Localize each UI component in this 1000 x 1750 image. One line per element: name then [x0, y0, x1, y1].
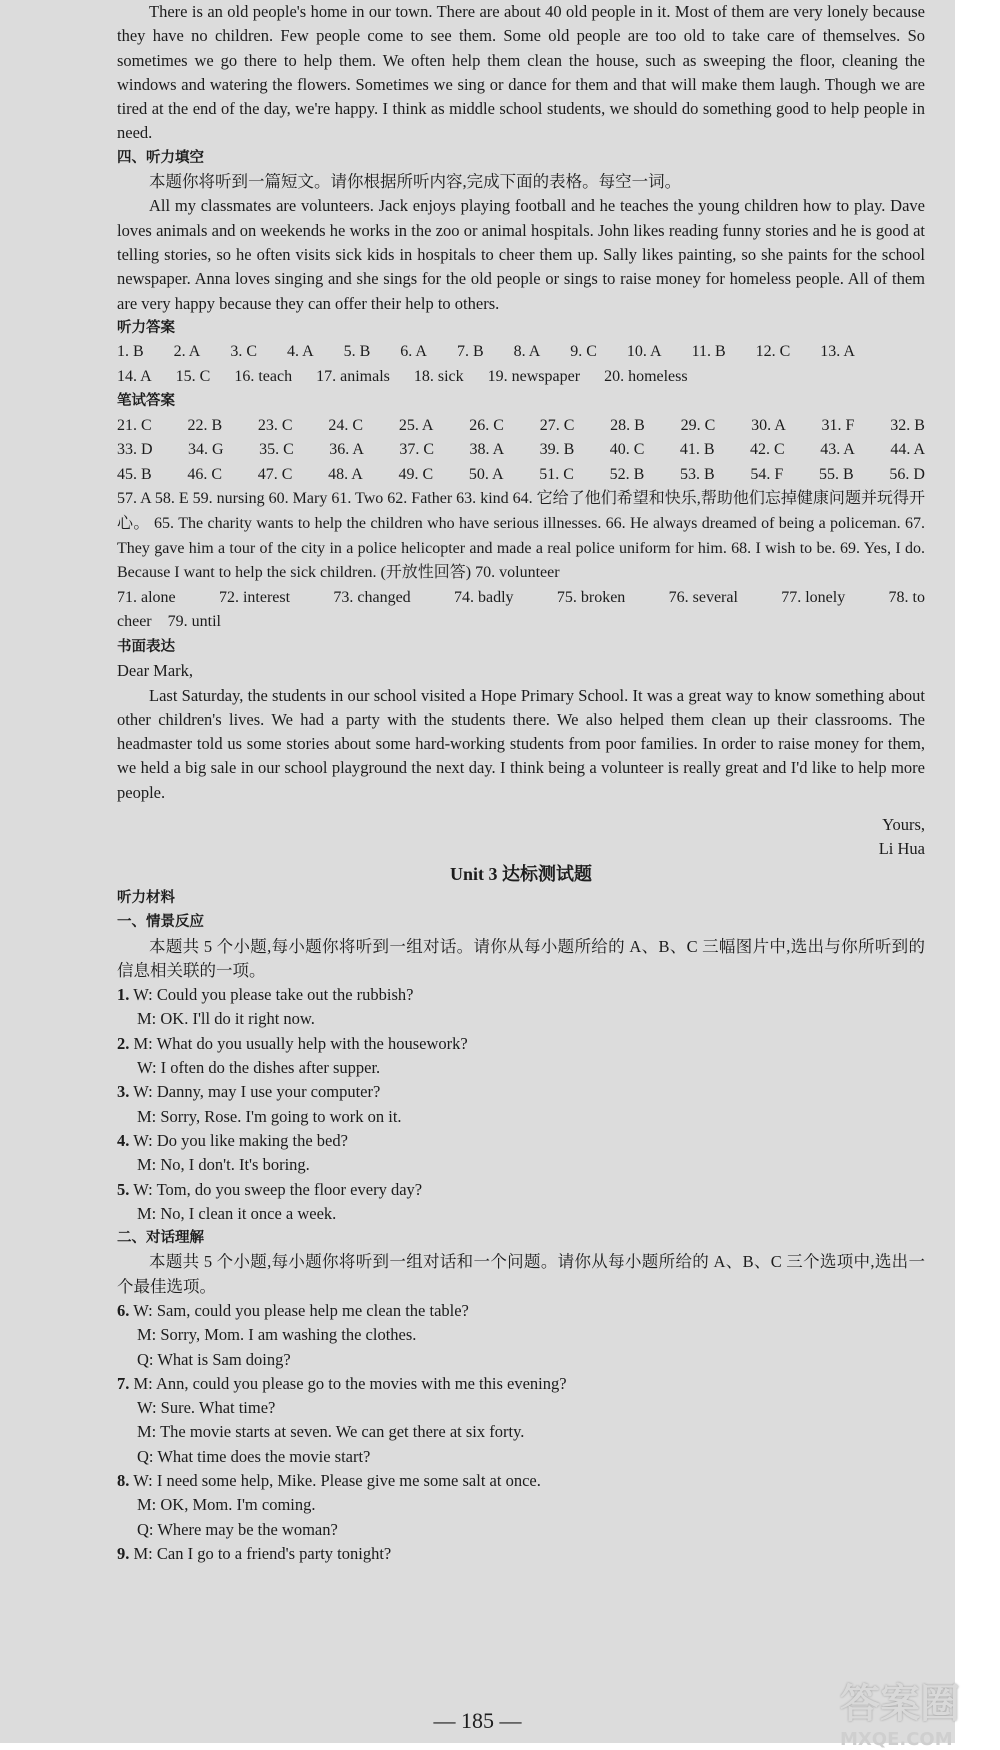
answer-item: 25. A: [398, 416, 434, 434]
answer-item: 23. C: [257, 416, 293, 434]
dialog-line: W: Sure. What time?: [137, 1398, 276, 1418]
written-answers-title: 笔试答案: [117, 393, 175, 410]
answer-item: 36. A: [329, 441, 364, 459]
answer-item: 75. broken: [556, 588, 626, 606]
answer-item: 47. C: [257, 465, 293, 483]
part1-instruction: 本题共 5 个小题,每小题你将听到一组对话。请你从每小题所给的 A、B、C 三幅图片中,选出与你所听到的信息相关联的一项。: [117, 936, 925, 980]
answer-item: 35. C: [259, 441, 294, 459]
answer-item: 49. C: [398, 465, 434, 483]
answer-item: 5. B: [343, 343, 371, 361]
page-number: — 185 —: [433, 1708, 522, 1733]
watermark-url: MXQE.COM: [840, 1729, 953, 1750]
intro-paragraph: There is an old people's home in our town. There are about 40 old people in it. Most of them are very lonely because they have no children. Few people come to see them. Some old people are too old to take care of themselves. So sometimes we go there to help them. We often help them clean the house, such as sweeping the floor, cleaning the windows and watering the flowers. Sometimes we sing or dance for them and that will make them laugh. Though we are tired at the end of the day, we're happy. I think as middle school students, we should do something good to help people in need.: [117, 2, 925, 143]
answer-item: 42. C: [750, 441, 785, 459]
dialog-line: [117, 983, 925, 1007]
answer-item: 53. B: [680, 465, 715, 483]
answer-row: [117, 586, 925, 611]
answer-item: 4. A: [286, 343, 314, 361]
writing-title: 书面表达: [117, 638, 175, 655]
dialog-text: M: Ann, could you please go to the movies with me this evening?: [133, 1373, 567, 1393]
answer-item: 78. to: [888, 588, 925, 606]
answer-item: 43. A: [820, 441, 855, 459]
dialog-line: M: The movie starts at seven. We can get there at six forty.: [137, 1422, 525, 1442]
answer-item: 76. several: [668, 588, 738, 606]
dialog-line: Q: Where may be the woman?: [137, 1519, 338, 1539]
answer-item: 31. F: [821, 416, 855, 434]
listening-answers-title: 听力答案: [117, 319, 175, 336]
dialog-text: W: Sam, could you please help me clean the table?: [133, 1301, 469, 1320]
answer-item: 14. A: [117, 367, 152, 385]
part2-instruction: 本题共 5 个小题,每小题你将听到一组对话和一个问题。请你从每小题所给的 A、B、C 三个选项中,选出一个最佳选项。: [117, 1252, 925, 1296]
answer-item: 37. C: [399, 441, 435, 459]
letter-closing: Yours,: [882, 815, 925, 835]
answer-item: 15. C: [175, 367, 211, 385]
dialog-text: W: I need some help, Mike. Please give me some salt at once.: [133, 1471, 541, 1491]
answer-item: cheer: [117, 613, 152, 631]
answer-item: 74. badly: [454, 588, 514, 606]
question-number: 4.: [117, 1130, 130, 1150]
answer-item: 12. C: [755, 343, 791, 361]
written-answers: [117, 414, 925, 635]
dialog-line: M: OK. I'll do it right now.: [137, 1009, 315, 1029]
answer-item: 44. A: [890, 441, 925, 459]
answer-item: 32. B: [890, 416, 925, 434]
answer-item: 45. B: [117, 465, 152, 483]
dialog-line: M: OK, Mom. I'm coming.: [137, 1495, 316, 1515]
letter-greeting: Dear Mark,: [117, 661, 194, 681]
question-number: 1.: [117, 985, 130, 1005]
dialog-text: W: Could you please take out the rubbish?: [133, 985, 414, 1005]
question-number: 6.: [117, 1301, 130, 1320]
answers-long-text: 57. A 58. E 59. nursing 60. Mary 61. Two 62. Father 63. kind 64. 它给了他们希望和快乐,帮助他们忘掉健康问题并玩得开心。 65. The charity wants to help the children who have serious illnesses. 66. He always dreamed of being a policeman. 67. They gave him a tour of the city in a police helicopter and made a real police uniform for him. 68. I wish to be. 69. Yes, I do. Because I want to help the sick children. (开放性回答) 70. volunteer: [117, 490, 925, 582]
dialog-line: M: Sorry, Mom. I am washing the clothes.: [137, 1325, 417, 1345]
answer-item: 40. C: [609, 441, 645, 459]
part1-dialogs: [117, 983, 925, 1226]
answer-item: 30. A: [751, 416, 786, 434]
dialog-line: [117, 1080, 925, 1104]
answer-item: 50. A: [468, 465, 504, 483]
question-number: 5.: [117, 1179, 130, 1199]
dialog-line: W: I often do the dishes after supper.: [137, 1058, 381, 1078]
answer-item: 77. lonely: [781, 588, 846, 606]
dialog-line: M: No, I clean it once a week.: [137, 1203, 337, 1223]
watermark-logo-text: 答案圈: [840, 1681, 960, 1727]
dialog-line: [117, 1469, 925, 1493]
letter-signature: Li Hua: [878, 839, 925, 859]
site-watermark: [840, 1672, 960, 1750]
part2-dialogs: [117, 1299, 925, 1566]
answer-item: 1. B: [117, 343, 144, 361]
question-number: 9.: [117, 1543, 130, 1563]
answer-item: 51. C: [539, 465, 574, 483]
answer-row: [117, 414, 925, 439]
answer-item: 27. C: [539, 416, 575, 434]
dialog-text: W: Danny, may I use your computer?: [133, 1082, 381, 1102]
answer-item: 20. homeless: [604, 367, 688, 385]
answer-item: 79. until: [167, 613, 221, 631]
answer-item: 55. B: [818, 465, 854, 483]
answer-item: 28. B: [610, 416, 645, 434]
dialog-text: M: Can I go to a friend's party tonight?: [133, 1543, 392, 1563]
answer-item: 33. D: [117, 441, 153, 459]
section4-title: 四、听力填空: [117, 149, 204, 166]
answer-item: 8. A: [513, 343, 541, 361]
dialog-line: [117, 1178, 925, 1202]
answer-row: [117, 463, 925, 488]
answer-item: 3. C: [230, 343, 257, 361]
answer-row: [117, 365, 925, 390]
answer-item: 39. B: [539, 441, 575, 459]
answer-item: 9. C: [570, 343, 597, 361]
answer-item: 13. A: [820, 343, 855, 361]
dialog-line: Q: What is Sam doing?: [137, 1349, 291, 1369]
part1-title: 一、情景反应: [117, 914, 204, 931]
answer-item: 2. A: [173, 343, 201, 361]
unit3-title: Unit 3 达标测试题: [449, 863, 592, 884]
answer-item: 29. C: [680, 416, 716, 434]
dialog-line: [117, 1129, 925, 1153]
dialog-text: W: Do you like making the bed?: [133, 1130, 348, 1150]
answer-item: 26. C: [469, 416, 504, 434]
answer-item: 18. sick: [413, 367, 464, 385]
part2-title: 二、对话理解: [117, 1230, 204, 1247]
dialog-line: M: Sorry, Rose. I'm going to work on it.: [137, 1106, 402, 1126]
answer-row: [117, 340, 925, 365]
dialog-line: [117, 1542, 925, 1566]
answer-item: 19. newspaper: [487, 367, 581, 385]
dialog-line: Q: What time does the movie start?: [137, 1446, 371, 1466]
listening-answers: [117, 340, 925, 389]
answer-item: 56. D: [889, 465, 925, 483]
section4-passage: All my classmates are volunteers. Jack enjoys playing football and he teaches the young children how to play. Dave loves animals and on weekends he works in the zoo or animal hospitals. John likes reading funny stories and he is good at telling stories, so he often visits sick kids in hospitals to cheer them up. Sally likes painting, so she paints for the school newspaper. Anna loves singing and she sings for the old people or sings to raise money for homeless people. All of them are very happy because they can offer their help to others.: [117, 196, 925, 313]
answer-item: 10. A: [626, 343, 662, 361]
dialog-line: [117, 1372, 925, 1396]
answer-item: 41. B: [679, 441, 715, 459]
dialog-line: [117, 1299, 925, 1323]
answer-item: 72. interest: [218, 588, 291, 606]
answer-item: 22. B: [187, 416, 223, 434]
answer-item: 6. A: [400, 343, 427, 361]
page-content: [117, 0, 925, 1566]
answer-item: 73. changed: [333, 588, 411, 606]
dialog-text: W: Tom, do you sweep the floor every day?: [133, 1179, 423, 1199]
answer-item: 11. B: [691, 343, 726, 361]
answer-row: [117, 610, 925, 635]
answer-item: 71. alone: [117, 588, 176, 606]
answer-item: 7. B: [456, 343, 484, 361]
answer-item: 46. C: [187, 465, 223, 483]
answer-item: 38. A: [469, 441, 505, 459]
answer-row: [117, 438, 925, 463]
answer-item: 52. B: [609, 465, 645, 483]
dialog-text: M: What do you usually help with the housework?: [133, 1033, 468, 1053]
answer-item: 21. C: [117, 416, 152, 434]
letter-body: Last Saturday, the students in our school visited a Hope Primary School. It was a great way to know something about other children's lives. We had a party with the students there. We also helped them clean up their classrooms. The headmaster told us some stories about some hard-working students from poor families. In order to raise money for them, we held a big sale in our school playground the next day. I think being a volunteer is really great and I'd like to help more people.: [117, 685, 925, 802]
dialog-line: [117, 1032, 925, 1056]
section4-instruction: 本题你将听到一篇短文。请你根据所听内容,完成下面的表格。每空一词。: [149, 172, 682, 192]
dialog-line: M: No, I don't. It's boring.: [137, 1155, 310, 1175]
answer-item: 17. animals: [316, 367, 390, 385]
answer-item: 48. A: [328, 465, 363, 483]
answer-item: 54. F: [750, 465, 784, 483]
question-number: 2.: [117, 1033, 130, 1053]
answer-item: 16. teach: [234, 367, 293, 385]
answer-item: 34. G: [188, 441, 224, 459]
question-number: 7.: [117, 1373, 130, 1393]
material-title: 听力材料: [117, 889, 175, 906]
question-number: 3.: [117, 1082, 130, 1102]
answer-item: 24. C: [328, 416, 364, 434]
question-number: 8.: [117, 1471, 130, 1491]
